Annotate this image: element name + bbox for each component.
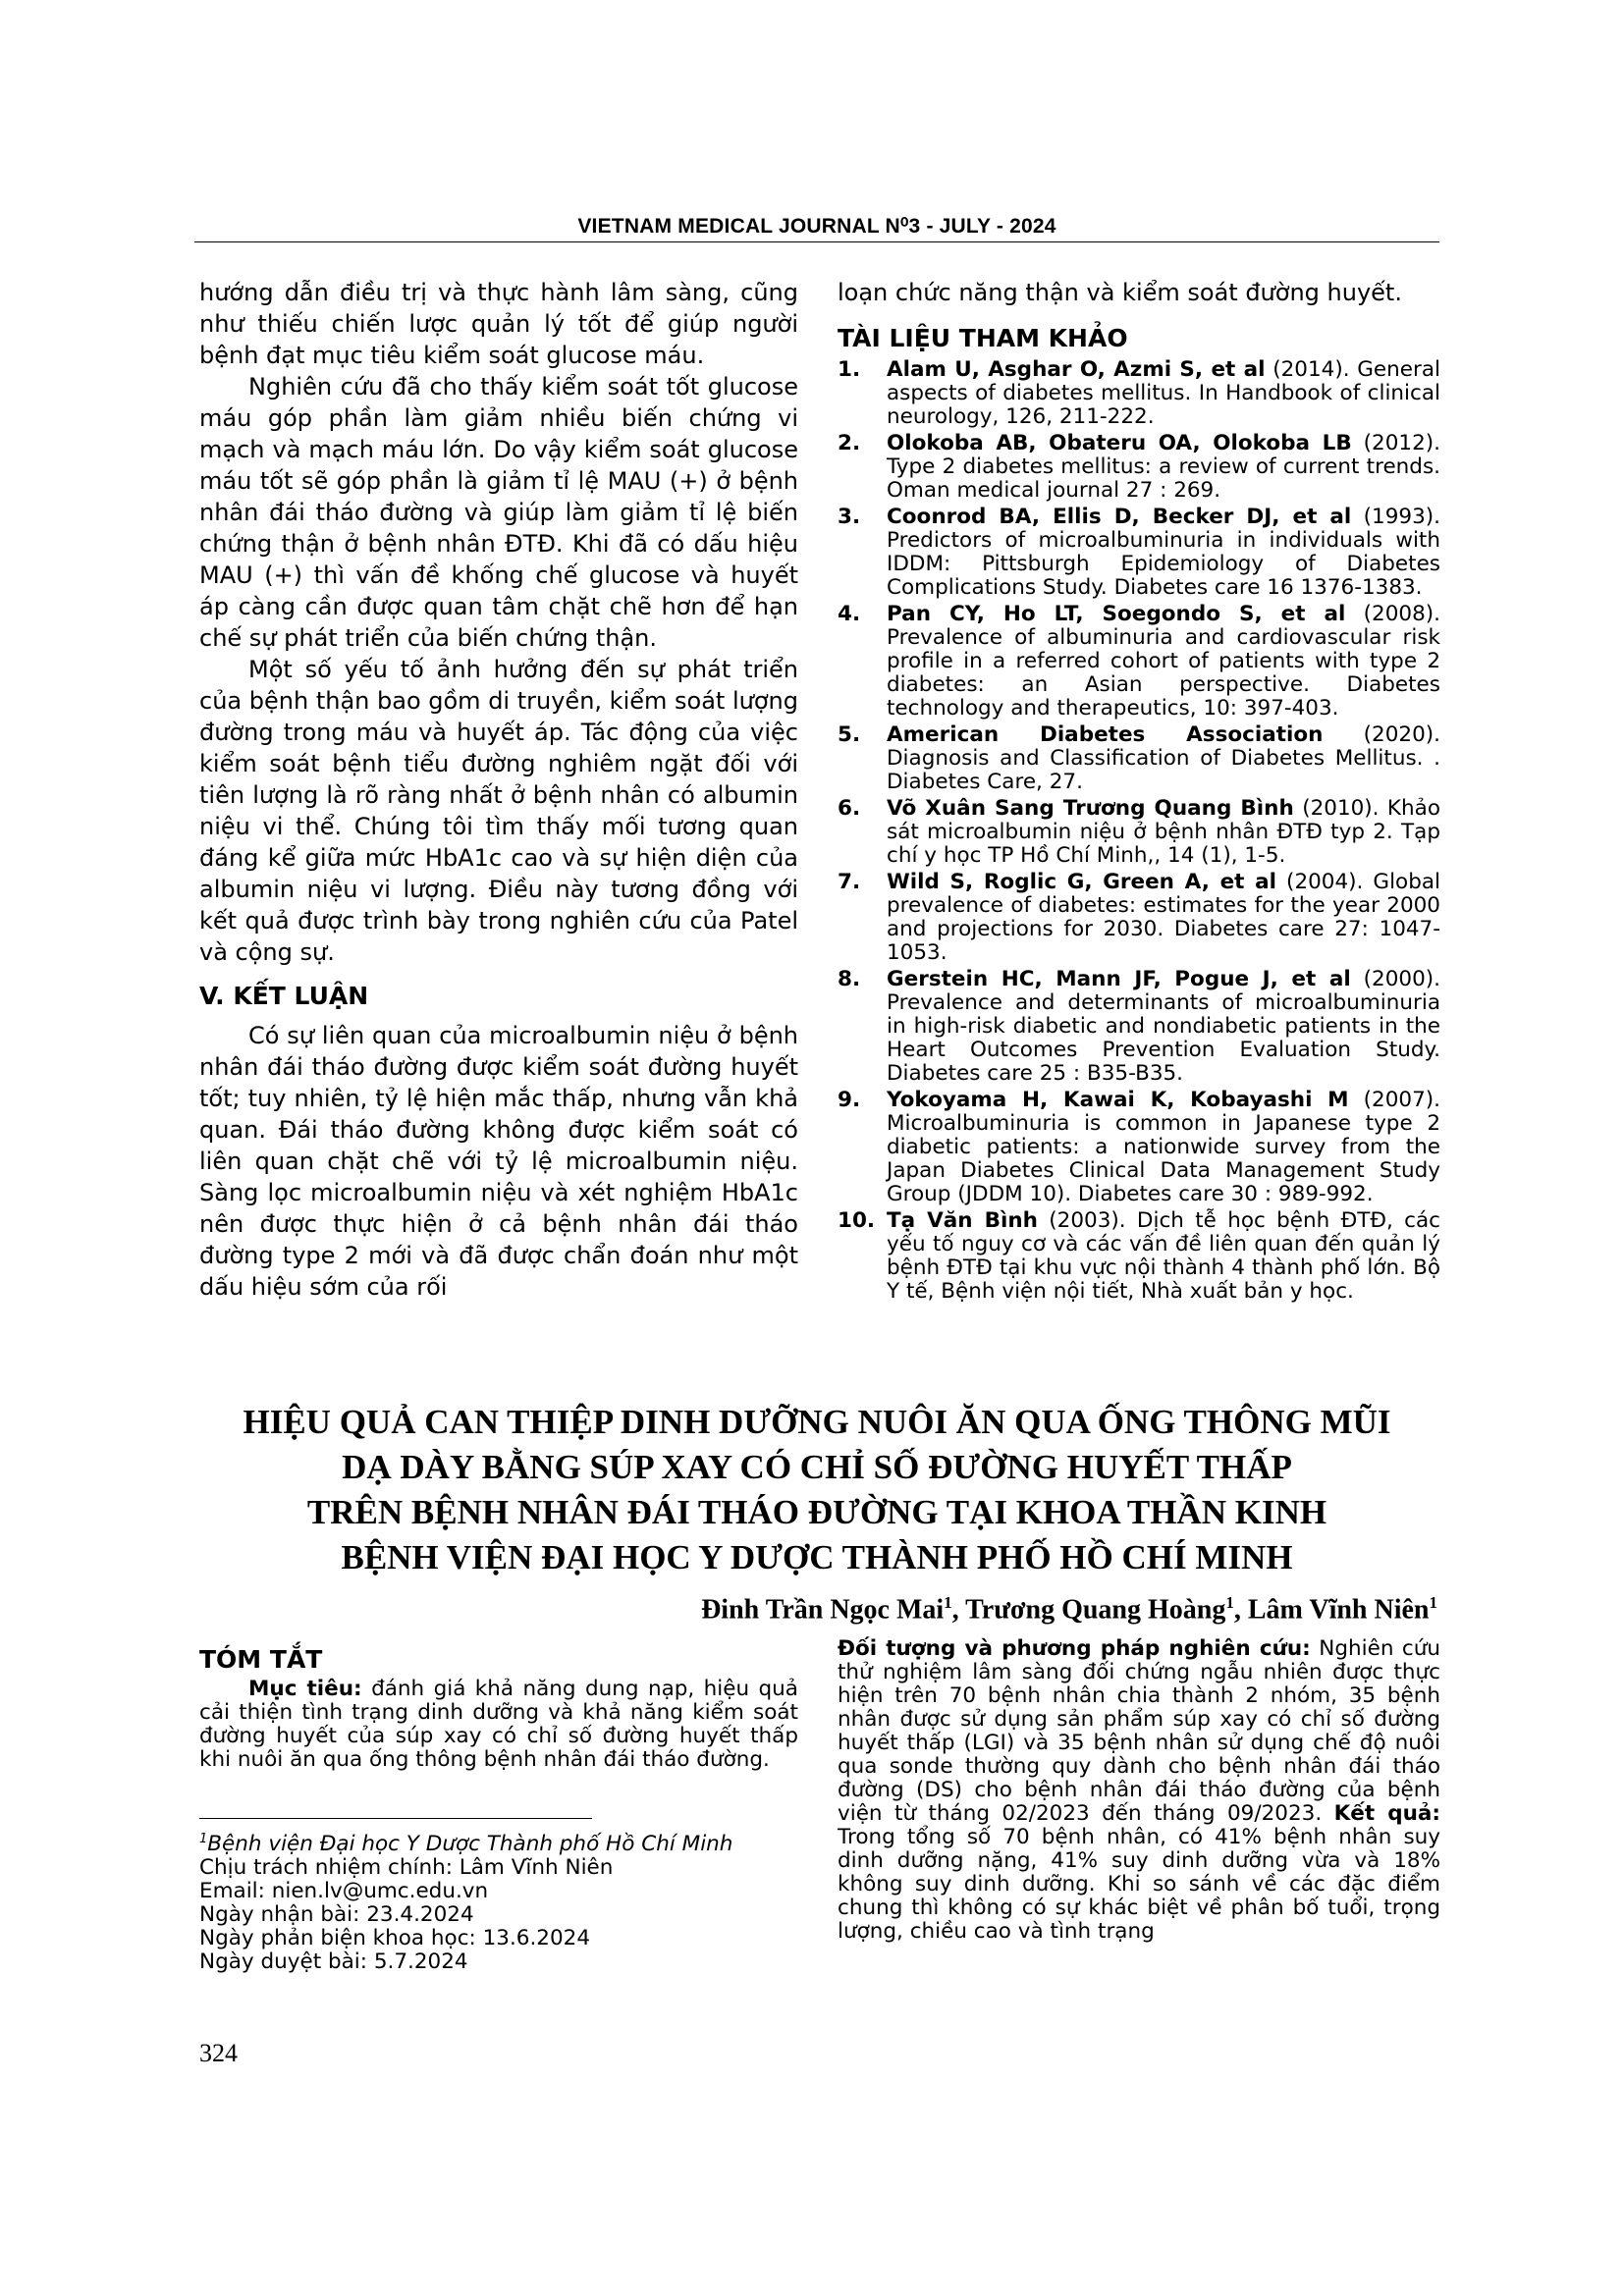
reference-details: (2007). Microalbuminuria is common in Japanese type 2 diabetic patients: a nationwide survey from the Japan Diabetes Clinical Data Management Study Group (JDDM 10). Diabetes care 30 : 989-992. <box>887 1088 1440 1206</box>
reference-number: 2. <box>838 431 861 455</box>
reference-details: (2020). Diagnosis and Classification of Diabetes Mellitus. . Diabetes Care, 27. <box>887 722 1440 794</box>
running-header: VIETNAM MEDICAL JOURNAL N⁰3 - JULY - 2024 <box>577 215 1056 238</box>
affiliation-footnote <box>199 1828 798 1856</box>
reference-authors: Võ Xuân Sang Trương Quang Bình <box>887 796 1294 821</box>
right-column <box>838 277 1440 1307</box>
discussion-paragraph: Một số yếu tố ảnh hưởng đến sự phát triển của bệnh thận bao gồm di truyền, kiểm soát lượng đường trong máu và huyết áp. Tác động của việc kiểm soát bệnh tiểu đường nghiêm ngặt đối với tiên lượng là rõ ràng nhất ở bệnh nhân có albumin niệu vi thể. Chúng tôi tìm thấy mối tương quan đáng kể giữa mức HbA1c cao và sự hiện diện của albumin niệu vi lượng. Điều này tương đồng với kết quả được trình bày trong nghiên cứu của Patel và cộng sự. <box>199 656 798 966</box>
reference-authors: American Diabetes Association <box>887 722 1324 747</box>
discussion-paragraph: hướng dẫn điều trị và thực hành lâm sàng, cũng như thiếu chiến lược quản lý tốt để giúp người bệnh đạt mục tiêu kiểm soát glucose máu. <box>199 279 798 369</box>
email: Email: nien.lv@umc.edu.vn <box>199 1879 489 1904</box>
reference-number: 6. <box>838 796 861 821</box>
abstract-methods-results <box>838 1637 1440 1944</box>
reference-number: 4. <box>838 602 861 626</box>
author-list <box>701 1593 1437 1626</box>
page-number: 324 <box>199 2039 238 2067</box>
reference-list <box>838 358 1440 1304</box>
footnotes <box>199 1828 798 1974</box>
reference-item <box>838 506 1440 600</box>
reference-item <box>838 797 1440 868</box>
reference-details: (2012). Type 2 diabetes mellitus: a review of current trends. Oman medical journal 27 : 269. <box>887 431 1440 503</box>
methods-label: Đối tượng và phương pháp nghiên cứu: <box>838 1636 1311 1661</box>
discussion-paragraph: Nghiên cứu đã cho thấy kiểm soát tốt glucose máu góp phần làm giảm nhiều biến chứng vi mạch và mạch máu lớn. Do vậy kiểm soát glucose máu tốt sẽ góp phần là giảm tỉ lệ MAU (+) ở bệnh nhân đái tháo đường và giúp làm giảm tỉ lệ biến chứng thận ở bệnh nhân ĐTĐ. Khi đã có dấu hiệu MAU (+) thì vấn đề khống chế glucose và huyết áp càng cần được quan tâm chặt chẽ hơn để hạn chế sự phát triển của biến chứng thận. <box>199 373 798 652</box>
reference-item <box>838 871 1440 965</box>
reference-number: 10. <box>838 1208 876 1233</box>
reference-item <box>838 603 1440 721</box>
reference-item <box>838 1209 1440 1304</box>
reference-details: (2003). Dịch tễ học bệnh ĐTĐ, các yếu tố nguy cơ và các vấn đề liên quan đến quản lý bệnh ĐTĐ tại khu vực nội thành 4 thành phố lớn. Bộ Y tế, Bệnh viện nội tiết, Nhà xuất bản y học. <box>887 1208 1441 1304</box>
header-rule <box>194 241 1439 242</box>
reference-authors: Pan CY, Ho LT, Soegondo S, et al <box>887 602 1346 626</box>
reference-authors: Tạ Văn Bình <box>887 1208 1038 1233</box>
article-title <box>194 1400 1439 1580</box>
left-column <box>199 277 798 1303</box>
abstract-right <box>838 1637 1440 1944</box>
reference-number: 5. <box>838 722 861 747</box>
reference-details: (2004). Global prevalence of diabetes: estimates for the year 2000 and projections for 2030. Diabetes care 27: 1047-1053. <box>887 870 1441 965</box>
reference-item <box>838 358 1440 429</box>
reference-item <box>838 1089 1440 1206</box>
reference-item <box>838 432 1440 503</box>
article-title-line: DẠ DÀY BẰNG SÚP XAY CÓ CHỈ SỐ ĐƯỜNG HUYẾT THẤP <box>342 1448 1292 1486</box>
author-separator: , <box>951 1594 966 1626</box>
article-title-line: BỆNH VIỆN ĐẠI HỌC Y DƯỢC THÀNH PHỐ HỒ CHÍ MINH <box>341 1538 1293 1576</box>
author-affiliation-mark: 1 <box>1429 1593 1437 1612</box>
review-date: Ngày phản biện khoa học: 13.6.2024 <box>199 1926 591 1951</box>
results-text: Trong tổng số 70 bệnh nhân, có 41% bệnh nhân suy dinh dưỡng nặng, 41% suy dinh dưỡng vừa và 18% không suy dinh dưỡng. Khi so sánh về các đặc điểm chung thì không có sự khác biệt về phân bố tuổi, trọng lượng, chiều cao và tình trạng <box>838 1825 1440 1944</box>
corresponding-author: Chịu trách nhiệm chính: Lâm Vĩnh Niên <box>199 1855 614 1881</box>
reference-authors: Olokoba AB, Obateru OA, Olokoba LB <box>887 431 1352 455</box>
abstract-heading: TÓM TẮT <box>199 1645 323 1674</box>
reference-details: (2014). General aspects of diabetes mellitus. In Handbook of clinical neurology, 126, 211-222. <box>887 357 1440 429</box>
author-affiliation-mark: 1 <box>1225 1593 1234 1612</box>
affiliation-text: Bệnh viện Đại học Y Dược Thành phố Hồ Chí Minh <box>207 1832 733 1857</box>
author-separator: , <box>1233 1594 1248 1626</box>
methods-text: Nghiên cứu thử nghiệm lâm sàng đối chứng ngẫu nhiên được thực hiện trên 70 bệnh nhân chia thành 2 nhóm, 35 bệnh nhân được sử dụng sản phẩm súp xay có chỉ số đường huyết thấp (LGI) và 35 bệnh nhân sử dụng chế độ nuôi qua sonde thường quy dành cho bệnh nhân đái tháo đường (DS) cho bệnh nhân đái tháo đường của bệnh viện từ tháng 02/2023 đến tháng 09/2023. <box>838 1636 1440 1826</box>
reference-authors: Wild S, Roglic G, Green A, et al <box>887 870 1277 894</box>
reference-number: 8. <box>838 967 861 991</box>
reference-number: 3. <box>838 505 861 529</box>
objective-text: đánh giá khả năng dung nạp, hiệu quả cải thiện tình trạng dinh dưỡng và khả năng kiểm soát đường huyết của súp xay có chỉ số đường huyết thấp khi nuôi ăn qua ống thông bệnh nhân đái tháo đường. <box>199 1677 798 1772</box>
affiliation-mark: 1 <box>199 1832 208 1846</box>
reference-details: (1993). Predictors of microalbuminuria in individuals with IDDM: Pittsburgh Epidemiology of Diabetes Complications Study. Diabetes care 16 1376-1383. <box>887 505 1440 600</box>
received-date: Ngày nhận bài: 23.4.2024 <box>199 1902 474 1928</box>
reference-item <box>838 968 1440 1086</box>
article-title-line: HIỆU QUẢ CAN THIỆP DINH DƯỠNG NUÔI ĂN QUA ỐNG THÔNG MŨI <box>243 1403 1391 1441</box>
author-name: Trương Quang Hoàng <box>965 1594 1226 1626</box>
author-affiliation-mark: 1 <box>944 1593 952 1612</box>
conclusion-heading: V. KẾT LUẬN <box>199 982 369 1010</box>
accepted-date: Ngày duyệt bài: 5.7.2024 <box>199 1949 468 1975</box>
reference-details: (2010). Khảo sát microalbumin niệu ở bệnh nhân ĐTĐ typ 2. Tạp chí y học TP Hồ Chí Minh,, 14 (1), 1-5. <box>887 796 1440 868</box>
reference-number: 7. <box>838 870 861 894</box>
objective-label: Mục tiêu: <box>248 1677 362 1701</box>
author-name: Lâm Vĩnh Niên <box>1247 1594 1430 1626</box>
reference-authors: Coonrod BA, Ellis D, Becker DJ, et al <box>887 505 1352 529</box>
reference-authors: Alam U, Asghar O, Azmi S, et al <box>887 357 1266 382</box>
conclusion-paragraph: Có sự liên quan của microalbumin niệu ở bệnh nhân đái tháo đường được kiểm soát đường huyết tốt; tuy nhiên, tỷ lệ hiện mắc thấp, nhưng vẫn khả quan. Đái tháo đường không được kiểm soát có liên quan chặt chẽ với tỷ lệ microalbumin niệu. Sàng lọc microalbumin niệu và xét nghiệm HbA1c nên được thực hiện ở cả bệnh nhân đái tháo đường type 2 mới và đã được chẩn đoán như một dấu hiệu sớm của rối <box>199 1022 798 1301</box>
footnote-rule <box>199 1818 592 1819</box>
reference-details: (2000). Prevalence and determinants of microalbuminuria in high-risk diabetic and nondiabetic patients in the Heart Outcomes Prevention Evaluation Study. Diabetes care 25 : B35-B35. <box>887 967 1440 1086</box>
conclusion-continuation: loạn chức năng thận và kiểm soát đường huyết. <box>838 279 1402 306</box>
author-name: Đinh Trần Ngọc Mai <box>701 1594 945 1626</box>
reference-number: 1. <box>838 357 861 382</box>
abstract-objective <box>199 1678 798 1772</box>
references-heading: TÀI LIỆU THAM KHẢO <box>838 324 1128 352</box>
abstract-left <box>199 1645 798 1772</box>
article-title-line: TRÊN BỆNH NHÂN ĐÁI THÁO ĐƯỜNG TẠI KHOA THẦN KINH <box>306 1493 1327 1531</box>
results-label: Kết quả: <box>1333 1801 1440 1826</box>
reference-details: (2008). Prevalence of albuminuria and cardiovascular risk profile in a referred cohort of patients with type 2 diabetes: an Asian perspective. Diabetes technology and therapeutics, 10: 397-403. <box>887 602 1440 721</box>
reference-authors: Gerstein HC, Mann JF, Pogue J, et al <box>887 967 1351 991</box>
reference-number: 9. <box>838 1088 861 1112</box>
reference-item <box>838 723 1440 794</box>
reference-authors: Yokoyama H, Kawai K, Kobayashi M <box>887 1088 1349 1112</box>
